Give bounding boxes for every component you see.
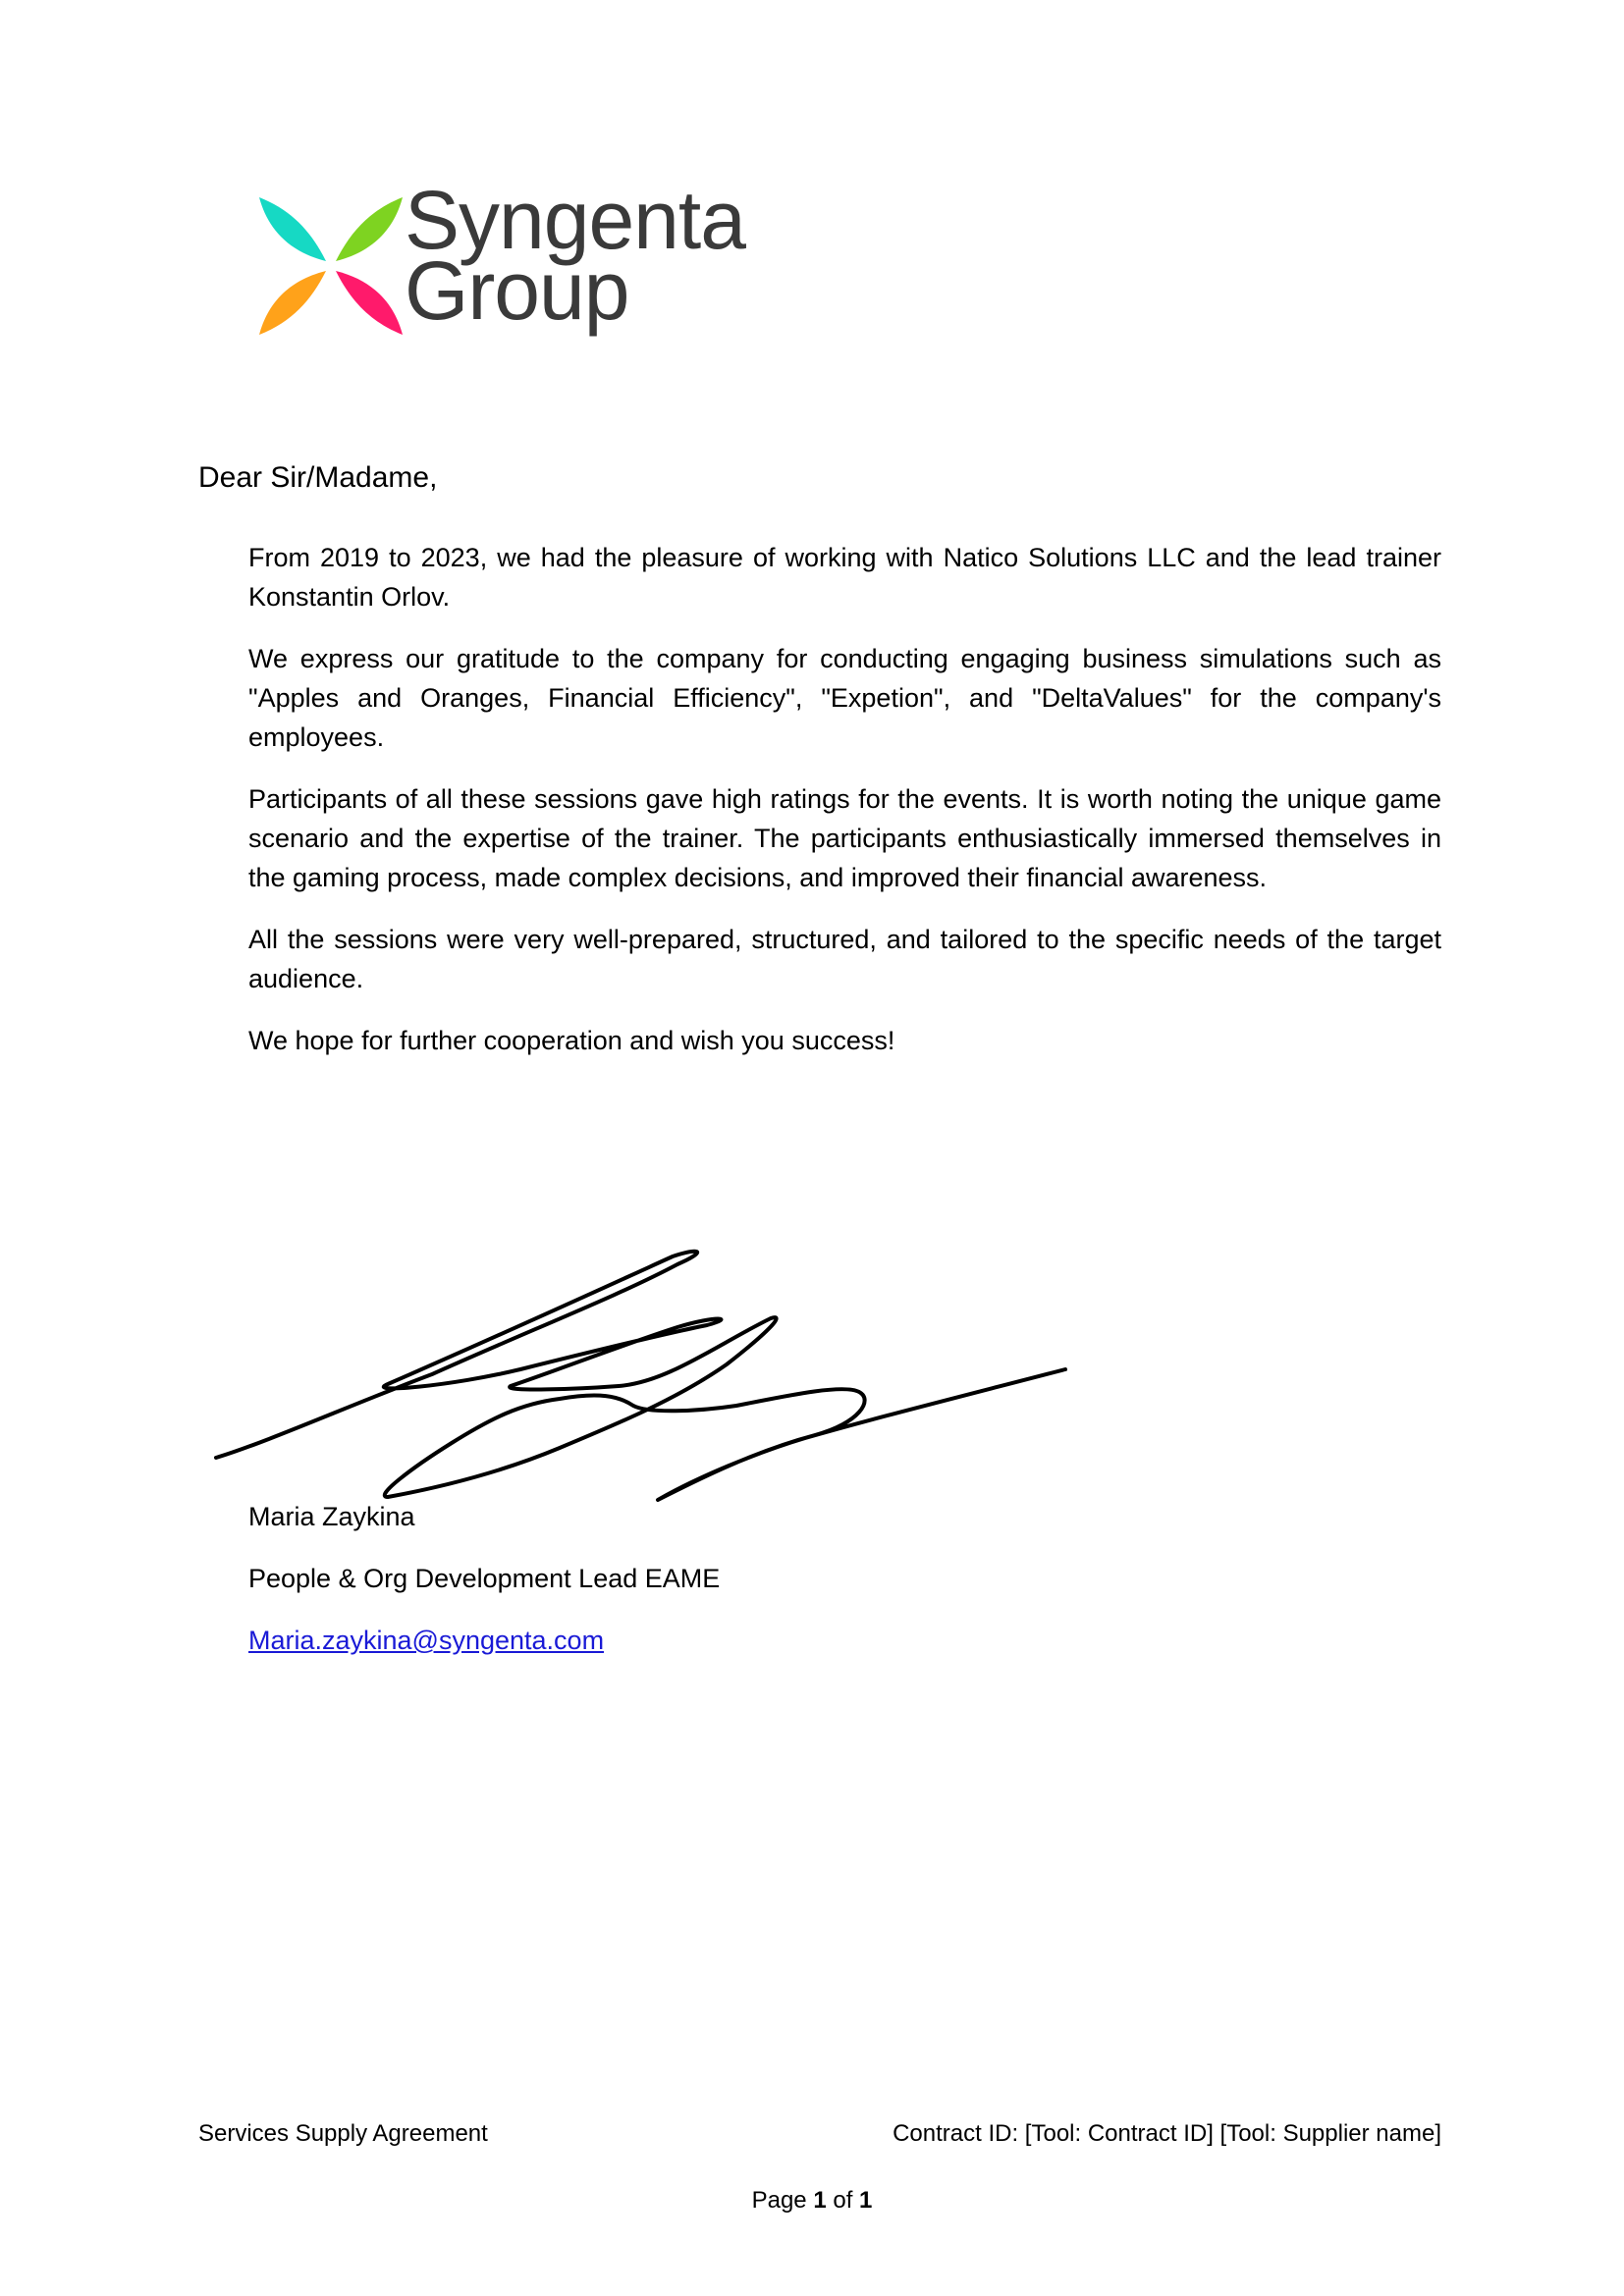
paragraph: We hope for further cooperation and wish you success! bbox=[248, 1026, 895, 1055]
logo-line-2: Group bbox=[405, 244, 629, 337]
page-prefix: Page bbox=[751, 2187, 814, 2214]
salutation: Dear Sir/Madame, bbox=[198, 461, 438, 494]
page-current: 1 bbox=[813, 2187, 827, 2214]
company-logo bbox=[257, 174, 768, 359]
petal-teal bbox=[259, 197, 326, 261]
signatory-email-link[interactable]: Maria.zaykina@syngenta.com bbox=[248, 1626, 605, 1655]
petal-pink bbox=[336, 271, 403, 335]
footer-contract-id: Contract ID: [Tool: Contract ID] [Tool: Supplier name] bbox=[893, 2120, 1441, 2147]
letter-body bbox=[248, 538, 1441, 1083]
page-separator: of bbox=[826, 2187, 860, 2214]
signature-block bbox=[248, 1497, 720, 1682]
signatory-title: People & Org Development Lead EAME bbox=[248, 1564, 721, 1593]
petal-green bbox=[336, 197, 403, 261]
signatory-name: Maria Zaykina bbox=[248, 1502, 415, 1531]
paragraph: From 2019 to 2023, we had the pleasure of working with Natico Solutions LLC and the lead trainer Konstantin Orlov. bbox=[248, 543, 1441, 612]
paragraph: We express our gratitude to the company for conducting engaging business simulations such as "Apples and Oranges, Financial Efficiency", "Expetion", and "DeltaValues" for the company's employees. bbox=[248, 644, 1441, 752]
page-number bbox=[0, 2187, 1624, 2215]
logo-petals-icon bbox=[257, 192, 405, 340]
page-total: 1 bbox=[859, 2187, 873, 2214]
petal-orange bbox=[259, 271, 326, 335]
logo-line-1: Syngenta bbox=[405, 174, 745, 266]
footer-document-title: Services Supply Agreement bbox=[198, 2120, 488, 2147]
paragraph: All the sessions were very well-prepared, structured, and tailored to the specific needs of the target audience. bbox=[248, 925, 1441, 993]
paragraph: Participants of all these sessions gave high ratings for the events. It is worth noting the unique game scenario and the expertise of the trainer. The participants enthusiastically immersed themselves in the gaming process, made complex decisions, and improved their financial awareness. bbox=[248, 784, 1441, 892]
handwritten-signature bbox=[206, 1217, 1080, 1541]
logo-wordmark bbox=[405, 174, 778, 337]
